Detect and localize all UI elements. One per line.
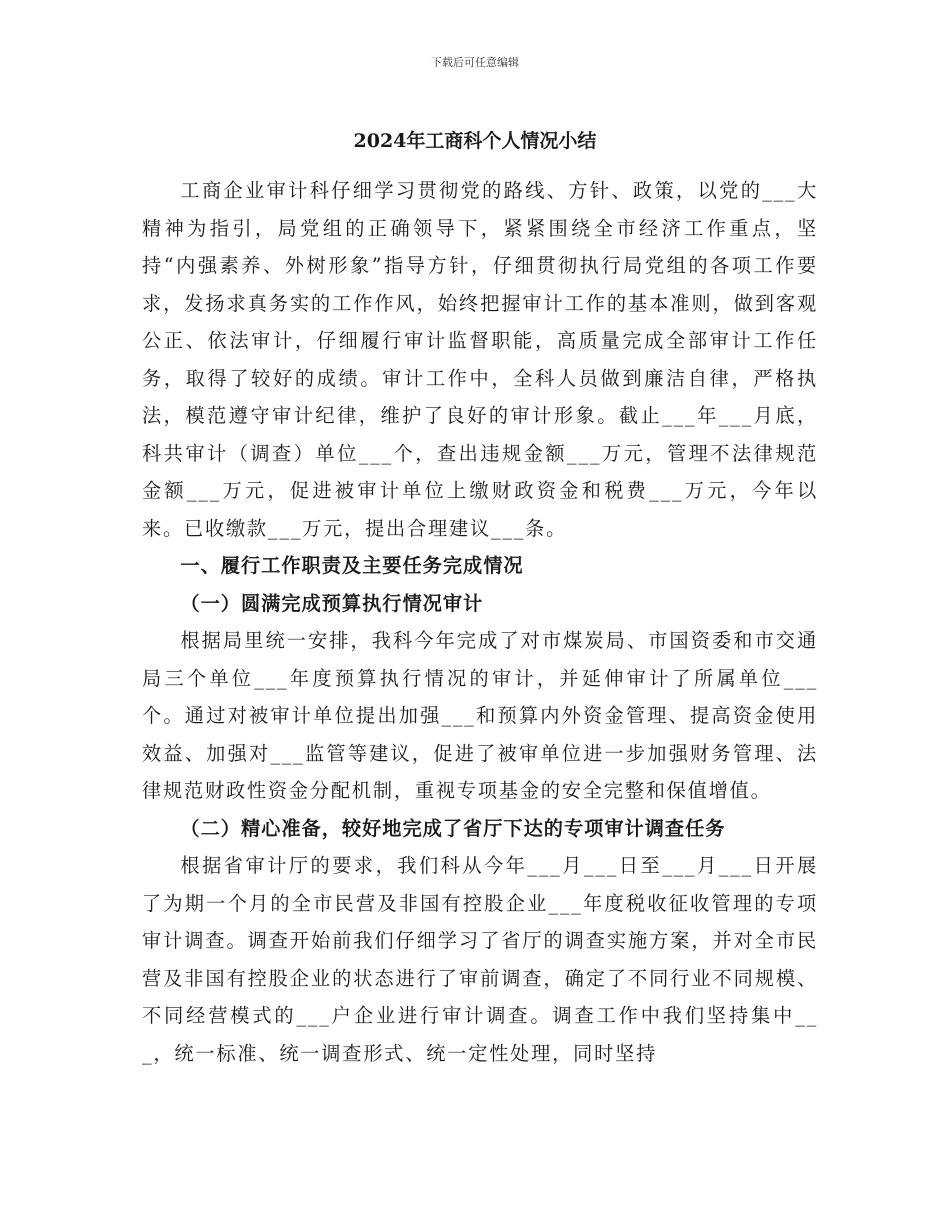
special-audit-paragraph: 根据省审计厅的要求，我们科从今年___月___日至___月___日开展了为期一个月的全市民营及非国有控股企业___年度税收征收管理的专项审计调查。调查开始前我们仔细学习了省厅的调查实施方案，并对全市民营及非国有控股企业的状态进行了审前调查，确定了不同行业不同规模、不同经营模式的___户企业进行审计调查。调查工作中我们坚持集中___，统一标准、统一调查形式、统一定性处理，同时坚持 xyxy=(142,854,818,1065)
subsection-heading-1: （一）圆满完成预算执行情况审计 xyxy=(180,591,484,615)
intro-paragraph: 工商企业审计科仔细学习贯彻党的路线、方针、政策，以党的___大精神为指引，局党组的正确领导下，紧紧围绕全市经济工作重点，坚持“内强素养、外树形象”指导方针，仔细贯彻执行局党组的各项工作要求，发扬求真务实的工作作风，始终把握审计工作的基本准则，做到客观公正、依法审计，仔细履行审计监督职能，高质量完成全部审计工作任务，取得了较好的成绩。审计工作中，全科人员做到廉洁自律，严格执法，模范遵守审计纪律，维护了良好的审计形象。截止___年___月底，科共审计（调查）单位___个，查出违规金额___万元，管理不法律规范金额___万元，促进被审计单位上缴财政资金和税费___万元，今年以来。已收缴款___万元，提出合理建议___条。 xyxy=(142,179,818,540)
document-body xyxy=(142,172,818,1072)
document-title: 2024年工商科个人情况小结 xyxy=(353,130,597,152)
budget-audit-paragraph: 根据局里统一安排，我科今年完成了对市煤炭局、市国资委和市交通局三个单位___年度预算执行情况的审计，并延伸审计了所属单位___个。通过对被审计单位提出加强___和预算内外资金管理、提高资金使用效益、加强对___监管等建议，促进了被审单位进一步加强财务管理、法律规范财政性资金分配机制，重视专项基金的安全完整和保值增值。 xyxy=(142,629,818,802)
subsection-heading-2: （二）精心准备，较好地完成了省厅下达的专项审计调查任务 xyxy=(180,816,726,840)
header-note: 下载后可任意编辑 xyxy=(431,56,519,69)
section-heading-1: 一、履行工作职责及主要任务完成情况 xyxy=(180,554,524,577)
